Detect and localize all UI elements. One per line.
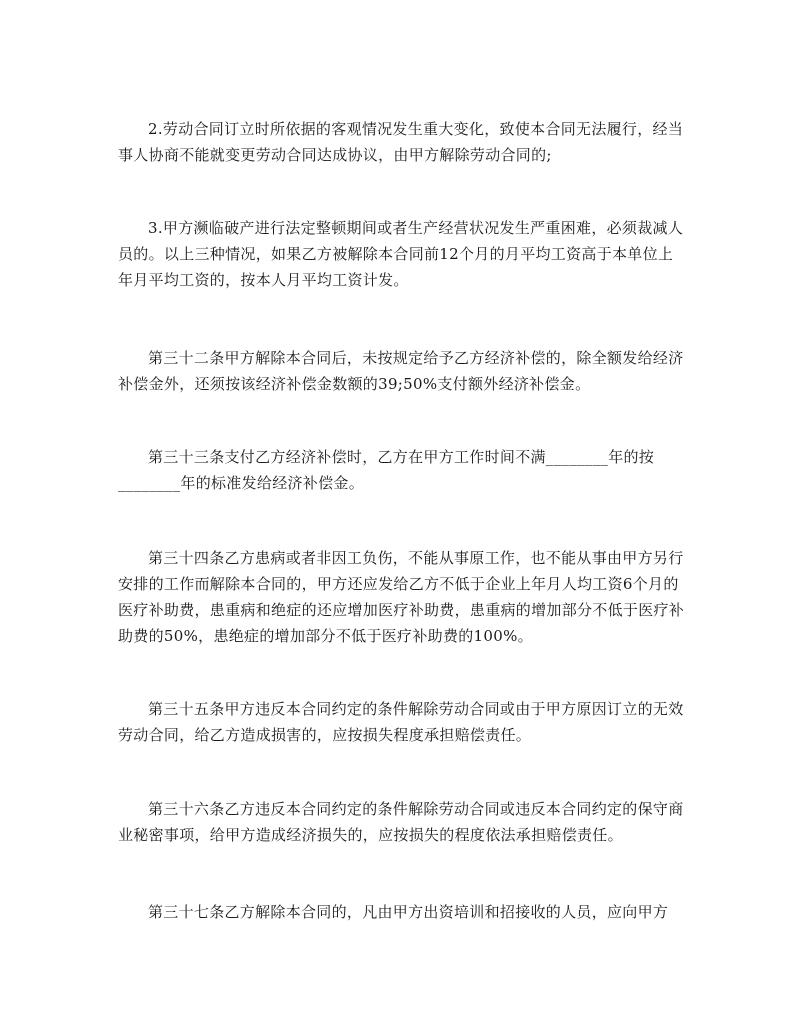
paragraph-article-35: 第三十五条甲方违反本合同约定的条件解除劳动合同或由于甲方原因订立的无效劳动合同，给乙方造成损害的，应按损失程度承担赔偿责任。 <box>118 700 684 744</box>
paragraph-clause-2: 2.劳动合同订立时所依据的客观情况发生重大变化，致使本合同无法履行，经当事人协商不能就变更劳动合同达成协议，由甲方解除劳动合同的; <box>118 120 684 164</box>
paragraph-article-34: 第三十四条乙方患病或者非因工负伤，不能从事原工作，也不能从事由甲方另行安排的工作而解除本合同的，甲方还应发给乙方不低于企业上年月人均工资6个月的医疗补助费，患重病和绝症的还应增加医疗补助费，患重病的增加部分不低于医疗补助费的50%，患绝症的增加部分不低于医疗补助费的100%。 <box>118 549 685 645</box>
paragraph-article-37: 第三十七条乙方解除本合同的，凡由甲方出资培训和招接收的人员，应向甲方 <box>148 903 669 921</box>
paragraph-article-36: 第三十六条乙方违反本合同约定的条件解除劳动合同或违反本合同约定的保守商业秘密事项，给甲方造成经济损失的，应按损失的程度依法承担赔偿责任。 <box>118 800 684 844</box>
paragraph-article-33: 第三十三条支付乙方经济补偿时，乙方在甲方工作时间不满________年的按________年的标准发给经济补偿金。 <box>118 448 655 492</box>
paragraph-article-32: 第三十二条甲方解除本合同后，未按规定给予乙方经济补偿的，除全额发给经济补偿金外，还须按该经济补偿金数额的39;50%支付额外经济补偿金。 <box>118 349 684 393</box>
paragraph-clause-3: 3.甲方濒临破产进行法定整顿期间或者生产经营状况发生严重困难，必须裁减人员的。以上三种情况，如果乙方被解除本合同前12个月的月平均工资高于本单位上年月平均工资的，按本人月平均工资计发。 <box>118 219 684 289</box>
